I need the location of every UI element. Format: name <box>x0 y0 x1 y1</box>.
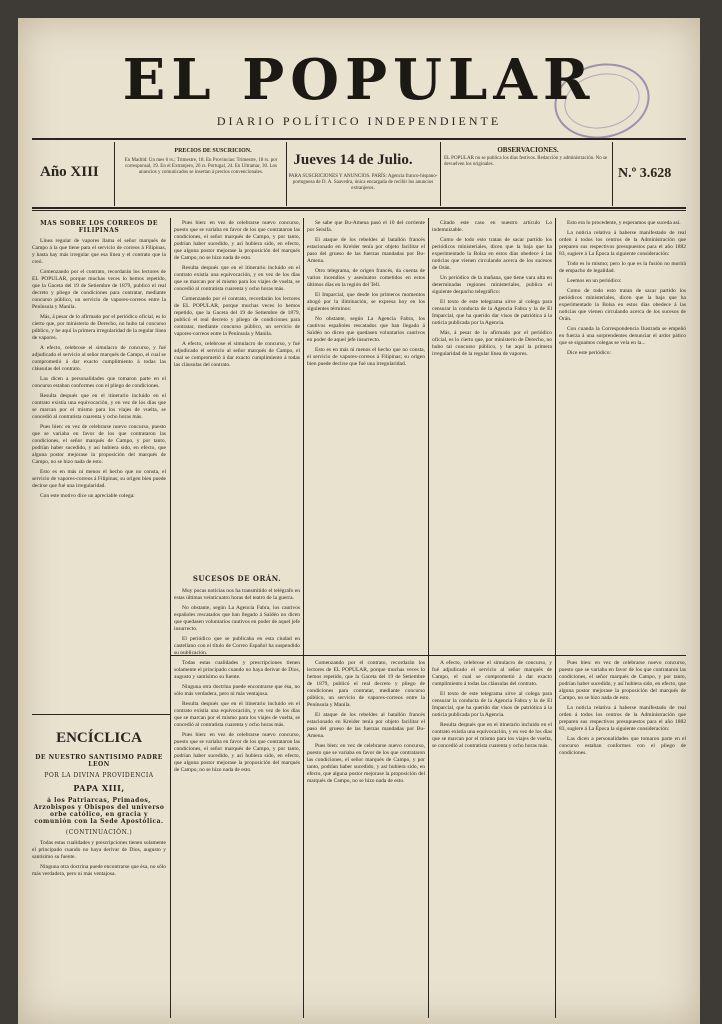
paragraph: Las dicen a personalidades que tomaron parte en el concurso estaban conformes con el pliego de condiciones. <box>32 376 166 389</box>
paragraph: El periódico que se publicaba en esta ciudad en castellano con el título de Correo Español ha suspendido su publicación. <box>174 636 300 654</box>
paragraph: Comenzando por el contrato, recordarán los lectores de EL POPULAR, porque muchas veces lo hemos repetido, que la Gaceta del 19 de Setiembre de 1879, publicó el real decreto y pliego de condiciones para contratar, mediante concurso público, un servicio de vapores-correos entre la Península y Manila. <box>174 296 300 337</box>
paragraph: Esto es en más ni menos el hecho que no consta, el servicio de vapores-correos á Filipinas; su origen bien puede decirse que fué una irregularidad. <box>307 347 425 367</box>
lower-column-4 <box>432 660 552 1016</box>
column-divider-3 <box>428 218 429 1018</box>
issue-date: Jueves 14 de Julio. <box>293 152 413 168</box>
paragraph: Esto era lo procedente, y esperamos que suceda así. <box>567 220 681 226</box>
year-label: Año XIII <box>40 164 99 180</box>
encyclical-subtitle-1: DE NUESTRO SANTÍSIMO PADRE LEON <box>35 754 163 768</box>
paragraph: Otro telegrama, de origen francés, da cuenta de varios incendios y asesinatos cometidos en estos últimos días en la región del Tell. <box>307 268 425 288</box>
masthead-subtitle: DIARIO POLÍTICO INDEPENDIENTE <box>216 114 502 128</box>
paragraph: Ninguna otra doctrina puede encontrarse que ésa, no sólo más verdadera, pero ni más ventajosa. <box>174 684 300 697</box>
encyclical-subtitle-4: á los Patriarcas, Primados, Arzobispos y Obispos del universo orbe católico, en gracia y comunión con la Sede Apostólica. <box>33 797 165 825</box>
paragraph: No obstante, según La Agencia Fabra, los cautivos españoles rescatados que han llegado á Saïdéo no dicen que quedasen voluntarios cautivos en poder de aquel jefe insurrecto. <box>174 605 300 632</box>
column-divider-2 <box>303 218 304 1018</box>
paragraph: Pues bien: en vez de celebrarse nuevo concurso, puesto que se variaba en favor de los que contrataron las condiciones, el señor marqués de Campo, y por tanto, podrían haber sucedido, y así hubiera sido, en efecto, que alguna postor mejorase la proposición del marqués de Campo, no se hizo nada de esto. <box>559 660 686 701</box>
paragraph: Citado este caso en nuestro artículo Lo indemnizable. <box>432 220 552 233</box>
newspaper-page <box>18 18 700 1024</box>
paragraph: Pues bien: en vez de celebrarse nuevo concurso, puesto que se variaba en favor de los que contrataron las condiciones, el señor marqués de Campo, y por tanto, podrían haber sucedido, y así hubiera sido, en efecto, que alguna postor mejorase la proposición del marqués de Campo, no se hizo nada de esto. <box>174 732 300 773</box>
paragraph: Pues bien: en vez de celebrarse nuevo concurso, puesto que se variaba en favor de los que contrataron las condiciones, el señor marqués de Campo, y por tanto, podrían haber sucedido, y así hubiera sido, en efecto, que alguna postor mejorase la proposición del marqués de Campo, no se hizo nada de esto. <box>32 424 166 465</box>
paragraph: Muy pocas noticias nos ha transmitido el telégrafo en estas últimas veinticuatro horas del teatro de la guerra. <box>174 588 300 601</box>
sucesos-body <box>174 588 300 654</box>
paragraph: Leemos en un periódico: <box>567 278 622 284</box>
paragraph: Todo es lo mismo; pero lo que es la fusión no morirá de empacho de legalidad. <box>559 261 686 274</box>
paragraph: Esto es en más ni menos el hecho que no consta, el servicio de vapores-correos á Filipinas; su origen bien puede decirse que fué una irregularidad. <box>32 469 166 489</box>
paragraph: No obstante, según La Agencia Fabra, los cautivos españoles rescatados que han llegado á Saïdéo no dicen que quedasen voluntarios cautivos en poder de aquel jefe insurrecto. <box>307 316 425 343</box>
paragraph: La noticia relativa á haberse manifestado de real orden á todos los centros de la Administración que preparen sus respectivos presupuestos para el año 1882 83, sugiere á La Época la siguiente consideración: <box>559 230 686 257</box>
paragraph: La noticia relativa á haberse manifestado de real orden á todos los centros de la Administración que preparen sus respectivos presupuestos para el año 1882 83, sugiere á La Época la siguiente consideración: <box>559 705 686 732</box>
header-divider-1 <box>114 142 115 206</box>
column-3 <box>307 220 425 652</box>
paragraph: Como de todo esto tratan de sacar partido los periódicos ministeriales, dicen que la baja que ha experimentado la Bolsa en estos días obedece á las noticias que vienen circulando acerca de los sucesos de Orán. <box>559 288 686 322</box>
lower-column-3 <box>307 660 425 1016</box>
agency-text: PARA SUSCRICIONES Y ANUNCIOS. PARÍS: Agencia franco-hispano-portuguesa de D. A. Saavedra, única encargada de recibir los anuncios extranjeros. <box>288 174 438 191</box>
encyclical-title: ENCÍCLICA <box>56 730 142 746</box>
header-rule-bottom <box>32 207 686 209</box>
article-title-filipinas: MÁS SOBRE LOS CORREOS DE FILIPINAS <box>40 220 158 234</box>
paragraph: Más, á pesar de lo afirmado por el periódico oficial, es lo cierto que, por ministerio de Derecho, no hubo tal concurso público, y he aquí la primera irregularidad de la regular línea de vapores. <box>32 314 166 341</box>
header-divider-4 <box>612 142 613 206</box>
paragraph: El texto de este telegrama sirve al colega para censurar la conducta de la Agencia Fabra y la de El Imparcial, que ha querido dar visos de patriótica á la noticia publicada por la Agencia. <box>432 299 552 326</box>
masthead-title: EL POPULAR <box>122 47 596 113</box>
paragraph: Comenzando por el contrato, recordarán los lectores de EL POPULAR, porque muchas veces lo hemos repetido, que la Gaceta del 19 de Setiembre de 1879, publicó el real decreto y pliego de condiciones para contratar, mediante concurso público, un servicio de vapores-correos entre la Península y Manila. <box>307 660 425 708</box>
header-rule-bottom-thin <box>32 210 686 211</box>
paragraph: Resulta después que en el itinerario incluido en el contrato existía una equivocación, y en vez de los días que se marcan por el mismo para los viajes de vuelta, se concedió al contratista cuarenta y ocho horas más. <box>174 265 300 292</box>
observations-text: EL POPULAR no se publica los días festivos. Redacción y administración. No se devuelven los originales. <box>444 156 608 167</box>
subscription-text: En Madrid: Un mes 6 rs.; Trimestre, 18. En Provincias: Trimestre, 18 rs. por corresponsal, 19. En el Extranjero, 26 rs. Portugal, 24. En Ultramar, 30. Los anuncios y comunicados se insertan á precios convencionales. <box>124 158 278 175</box>
sucesos-title: SUCESOS DE ORÁN. <box>192 574 282 583</box>
column-4 <box>432 220 552 652</box>
paragraph: Las dicen a personalidades que tomaron parte en el concurso estaban conformes con el pliego de condiciones. <box>559 736 686 756</box>
paragraph: Ninguna otra doctrina puede encontrarse que ésa, no sólo más verdadera, pero ni más ventajosa. <box>32 864 166 877</box>
paragraph: Línea regular de vapores llama el señor marqués de Campo á la que tiene para el servicio de correos á Filipinas, y hasta hay más irregular que esa línea y el contrato que la creó. <box>32 238 166 265</box>
paragraph: Resulta después que en el itinerario incluido en el contrato existía una equivocación, y en vez de los días que se marcan por el mismo para los viajes de vuelta, se concedió al contratista cuarenta y ocho horas más. <box>32 393 166 420</box>
paragraph: El ataque de los rebeldes al batallón francés estacionado en Kreider tenía por objeto facilitar el paso del grueso de las fuerzas mandadas por Bu-Amena. <box>307 237 425 264</box>
paragraph: El Imparcial, que desde los primeros momentos abogó por la iliminación, se expresa hoy en los siguientes términos: <box>307 292 425 312</box>
paragraph: A efecto, celebrose el simulacro de concurso, y fué adjudicado el servicio al señor marqués de Campo, el cual se comprometió á dar exacto cumplimiento á todas las cláusulas del contrato. <box>32 345 166 372</box>
column-5 <box>559 220 686 652</box>
paragraph: Resulta después que en el itinerario incluido en el contrato existía una equivocación, y en vez de los días que se marcan por el mismo para los viajes de vuelta, se concedió al contratista cuarenta y ocho horas más. <box>432 722 552 749</box>
column-1 <box>32 220 166 710</box>
header-divider-3 <box>440 142 441 206</box>
lower-section-rule <box>170 655 686 656</box>
paragraph: Todas estas cualidades y prescripciones tienen solamente el principado cuando no haya derivar de Dios, augusto y santísimo su fuente. <box>174 660 300 680</box>
paragraph: Comenzando por el contrato, recordarán los lectores de EL POPULAR, porque muchas veces lo hemos repetido, que la Gaceta del 19 de Setiembre de 1879, publicó el real decreto y pliego de condiciones para contratar, mediante concurso público, un servicio de vapores-correos entre la Península y Manila. <box>32 269 166 310</box>
observations-title: OBSERVACIONES. <box>497 146 559 154</box>
encyclical-body <box>32 754 166 1016</box>
column-2 <box>174 220 300 596</box>
paragraph: Más, á pesar de lo afirmado por el periódico oficial, es lo cierto que, por ministerio de Derecho, no hubo tal concurso público, y he aquí la primera irregularidad de la regular línea de vapores. <box>432 330 552 357</box>
header-rule-top <box>32 138 686 140</box>
paragraph: Pues bien: en vez de celebrarse nuevo concurso, puesto que se variaba en favor de los que contrataron las condiciones, el señor marqués de Campo, y por tanto, podrían haber sucedido, y así hubiera sido, en efecto, que alguna postor mejorase la proposición del marqués de Campo, no se hizo nada de esto. <box>307 743 425 784</box>
paragraph: Pues bien: en vez de celebrarse nuevo concurso, puesto que se variaba en favor de los que contrataron las condiciones, el señor marqués de Campo, y por tanto, podrían haber sucedido, y así hubiera sido, en efecto, que alguna postor mejorase la proposición del marqués de Campo, no se hizo nada de esto. <box>174 220 300 261</box>
paragraph: El ataque de los rebeldes al batallón francés estacionado en Kreider tenía por objeto facilitar el paso del grueso de las fuerzas mandadas por Bu-Amena. <box>307 712 425 739</box>
paragraph: Resulta después que en el itinerario incluido en el contrato existía una equivocación, y en vez de los días que se marcan por el mismo para los viajes de vuelta, se concedió al contratista cuarenta y ocho horas más. <box>174 701 300 728</box>
paragraph: Como de todo esto tratan de sacar partido los periódicos ministeriales, dicen que la baja que ha experimentado la Bolsa en estos días obedece á las noticias que vienen circulando acerca de los sucesos de Orán. <box>432 237 552 271</box>
paragraph: Dice este periódico: <box>567 350 611 356</box>
lower-column-2 <box>174 660 300 1016</box>
paragraph: Todas estas cualidades y prescripciones tienen solamente el principado cuando no haya derivar de Dios, augusto y santísimo su fuente. <box>32 840 166 860</box>
lower-column-5 <box>559 660 686 1016</box>
paragraph: El texto de este telegrama sirve al colega para censurar la conducta de la Agencia Fabra y la de El Imparcial, que ha querido dar visos de patriótica á la noticia publicada por la Agencia. <box>432 691 552 718</box>
paragraph: Con cuanda la Correspondencia Ilustrada se empeñó en fuerza á una sorprendentes denunciar el ardor pático que se siguamos colegas se veía en la... <box>559 326 686 346</box>
paragraph: Con este motivo dice un apreciable colega: <box>40 493 135 499</box>
issue-number: N.º 3.628 <box>618 166 672 181</box>
encyclical-subtitle-2: POR LA DIVINA PROVIDENCIA <box>44 772 154 779</box>
encyclical-continuation: (CONTINUACIÓN.) <box>65 829 133 836</box>
column-divider-1 <box>170 218 171 1018</box>
encyclical-subtitle-3: PAPA XIII, <box>73 783 125 793</box>
column-divider-4 <box>555 218 556 1018</box>
subscription-title: PRECIOS DE SUSCRICION. <box>174 148 252 154</box>
encyclical-rule <box>32 714 170 715</box>
paragraph: A efecto, celebrose el simulacro de concurso, y fué adjudicado el servicio al señor marqués de Campo, el cual se comprometió á dar exacto cumplimiento á todas las cláusulas del contrato. <box>174 341 300 368</box>
paragraph: Se sabe que Bu-Amena pasó el 10 del corriente por Seisifa. <box>307 220 425 233</box>
paragraph: Un periódico de la mañana, que tiene vara alta en determinadas regiones ministeriales, publica el siguiente despacho telegráfico: <box>432 275 552 295</box>
paragraph: A efecto, celebrose el simulacro de concurso, y fué adjudicado el servicio al señor marqués de Campo, el cual se comprometió á dar exacto cumplimiento á todas las cláusulas del contrato. <box>432 660 552 687</box>
